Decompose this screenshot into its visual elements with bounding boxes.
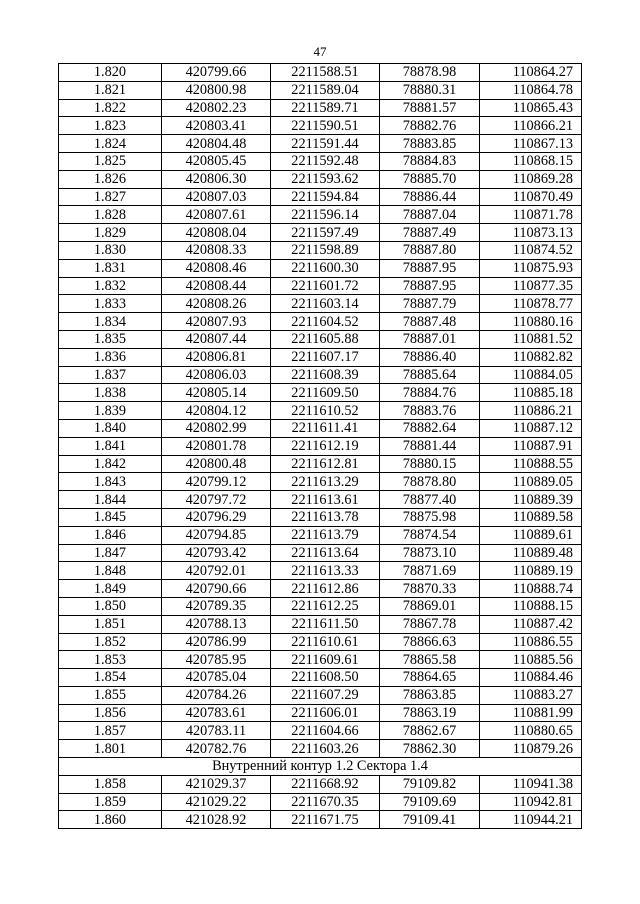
coord-d-cell: 110877.35	[480, 277, 582, 295]
coord-c-cell: 78862.67	[380, 722, 480, 740]
coord-d-cell: 110889.48	[480, 544, 582, 562]
coord-b-cell: 2211612.25	[271, 597, 380, 615]
table-row	[59, 669, 582, 687]
table-row	[59, 419, 582, 437]
coord-a-cell: 420785.95	[162, 651, 271, 669]
coord-d-cell: 110889.05	[480, 473, 582, 491]
coord-c-cell: 78873.10	[380, 544, 480, 562]
coord-c-cell: 78882.76	[380, 117, 480, 135]
coord-a-cell: 420794.85	[162, 526, 271, 544]
coord-c-cell: 79109.41	[380, 811, 480, 829]
table-row	[59, 152, 582, 170]
table-row	[59, 313, 582, 331]
coord-c-cell: 78870.33	[380, 580, 480, 598]
coord-b-cell: 2211671.75	[271, 811, 380, 829]
table-row	[59, 437, 582, 455]
coord-b-cell: 2211597.49	[271, 224, 380, 242]
coord-b-cell: 2211589.04	[271, 81, 380, 99]
point-number-cell: 1.824	[59, 135, 162, 153]
point-number-cell: 1.801	[59, 740, 162, 758]
coord-a-cell: 421029.22	[162, 793, 271, 811]
coord-b-cell: 2211668.92	[271, 775, 380, 793]
table-row	[59, 491, 582, 509]
coord-b-cell: 2211592.48	[271, 152, 380, 170]
coord-d-cell: 110870.49	[480, 188, 582, 206]
coord-b-cell: 2211601.72	[271, 277, 380, 295]
coord-a-cell: 420808.46	[162, 259, 271, 277]
coord-b-cell: 2211589.71	[271, 99, 380, 117]
point-number-cell: 1.837	[59, 366, 162, 384]
table-row	[59, 277, 582, 295]
table-row	[59, 793, 582, 811]
table-row	[59, 651, 582, 669]
point-number-cell: 1.842	[59, 455, 162, 473]
coord-d-cell: 110888.74	[480, 580, 582, 598]
coord-b-cell: 2211612.19	[271, 437, 380, 455]
point-number-cell: 1.851	[59, 615, 162, 633]
point-number-cell: 1.847	[59, 544, 162, 562]
coord-a-cell: 420786.99	[162, 633, 271, 651]
coord-b-cell: 2211607.17	[271, 348, 380, 366]
point-number-cell: 1.841	[59, 437, 162, 455]
coord-c-cell: 78885.70	[380, 170, 480, 188]
coord-c-cell: 78875.98	[380, 508, 480, 526]
coord-a-cell: 420803.41	[162, 117, 271, 135]
coord-b-cell: 2211593.62	[271, 170, 380, 188]
point-number-cell: 1.829	[59, 224, 162, 242]
coord-a-cell: 420805.14	[162, 384, 271, 402]
coord-c-cell: 78867.78	[380, 615, 480, 633]
coord-a-cell: 420792.01	[162, 562, 271, 580]
table-row	[59, 597, 582, 615]
coord-c-cell: 78886.40	[380, 348, 480, 366]
coord-b-cell: 2211588.51	[271, 64, 380, 82]
coord-c-cell: 78878.98	[380, 64, 480, 82]
coord-b-cell: 2211670.35	[271, 793, 380, 811]
coord-d-cell: 110887.12	[480, 419, 582, 437]
point-number-cell: 1.833	[59, 295, 162, 313]
coord-c-cell: 79109.69	[380, 793, 480, 811]
point-number-cell: 1.853	[59, 651, 162, 669]
coord-c-cell: 78871.69	[380, 562, 480, 580]
coord-d-cell: 110869.28	[480, 170, 582, 188]
coord-a-cell: 420789.35	[162, 597, 271, 615]
coord-b-cell: 2211604.66	[271, 722, 380, 740]
coord-a-cell: 420783.11	[162, 722, 271, 740]
coord-a-cell: 420801.78	[162, 437, 271, 455]
coord-b-cell: 2211608.39	[271, 366, 380, 384]
table-row	[59, 402, 582, 420]
coord-d-cell: 110875.93	[480, 259, 582, 277]
coord-a-cell: 420807.93	[162, 313, 271, 331]
table-row	[59, 366, 582, 384]
table-row	[59, 384, 582, 402]
point-number-cell: 1.855	[59, 686, 162, 704]
coord-d-cell: 110889.58	[480, 508, 582, 526]
coord-a-cell: 420802.23	[162, 99, 271, 117]
point-number-cell: 1.823	[59, 117, 162, 135]
coord-d-cell: 110882.82	[480, 348, 582, 366]
coord-d-cell: 110880.65	[480, 722, 582, 740]
coord-a-cell: 420806.81	[162, 348, 271, 366]
coord-b-cell: 2211610.52	[271, 402, 380, 420]
coord-a-cell: 420784.26	[162, 686, 271, 704]
point-number-cell: 1.832	[59, 277, 162, 295]
coord-d-cell: 110883.27	[480, 686, 582, 704]
coord-d-cell: 110888.55	[480, 455, 582, 473]
coord-c-cell: 78885.64	[380, 366, 480, 384]
table-row	[59, 241, 582, 259]
coord-b-cell: 2211596.14	[271, 206, 380, 224]
coord-d-cell: 110884.05	[480, 366, 582, 384]
coord-a-cell: 420785.04	[162, 669, 271, 687]
coord-d-cell: 110867.13	[480, 135, 582, 153]
point-number-cell: 1.836	[59, 348, 162, 366]
coord-b-cell: 2211613.78	[271, 508, 380, 526]
coord-a-cell: 420808.33	[162, 241, 271, 259]
table-row	[59, 508, 582, 526]
point-number-cell: 1.848	[59, 562, 162, 580]
point-number-cell: 1.858	[59, 775, 162, 793]
point-number-cell: 1.859	[59, 793, 162, 811]
coord-a-cell: 420804.48	[162, 135, 271, 153]
table-row	[59, 740, 582, 758]
coord-d-cell: 110864.78	[480, 81, 582, 99]
table-row	[59, 224, 582, 242]
coord-a-cell: 421029.37	[162, 775, 271, 793]
coord-a-cell: 421028.92	[162, 811, 271, 829]
coord-a-cell: 420793.42	[162, 544, 271, 562]
coord-a-cell: 420796.29	[162, 508, 271, 526]
coord-c-cell: 78887.04	[380, 206, 480, 224]
point-number-cell: 1.840	[59, 419, 162, 437]
table-row	[59, 473, 582, 491]
coord-a-cell: 420790.66	[162, 580, 271, 598]
point-number-cell: 1.831	[59, 259, 162, 277]
coord-c-cell: 78874.54	[380, 526, 480, 544]
table-row	[59, 64, 582, 82]
coord-b-cell: 2211611.41	[271, 419, 380, 437]
coord-c-cell: 78883.76	[380, 402, 480, 420]
table-row	[59, 775, 582, 793]
coord-a-cell: 420800.48	[162, 455, 271, 473]
coord-b-cell: 2211604.52	[271, 313, 380, 331]
coord-a-cell: 420808.04	[162, 224, 271, 242]
point-number-cell: 1.828	[59, 206, 162, 224]
coord-d-cell: 110886.21	[480, 402, 582, 420]
point-number-cell: 1.852	[59, 633, 162, 651]
table-row	[59, 117, 582, 135]
coord-c-cell: 78887.01	[380, 330, 480, 348]
table-row	[59, 206, 582, 224]
coord-d-cell: 110942.81	[480, 793, 582, 811]
point-number-cell: 1.850	[59, 597, 162, 615]
point-number-cell: 1.839	[59, 402, 162, 420]
point-number-cell: 1.827	[59, 188, 162, 206]
coord-c-cell: 78864.65	[380, 669, 480, 687]
coord-a-cell: 420806.30	[162, 170, 271, 188]
coord-b-cell: 2211606.01	[271, 704, 380, 722]
coord-d-cell: 110885.56	[480, 651, 582, 669]
coord-d-cell: 110944.21	[480, 811, 582, 829]
coord-a-cell: 420799.66	[162, 64, 271, 82]
coord-d-cell: 110879.26	[480, 740, 582, 758]
coord-d-cell: 110889.61	[480, 526, 582, 544]
coord-d-cell: 110884.46	[480, 669, 582, 687]
point-number-cell: 1.846	[59, 526, 162, 544]
point-number-cell: 1.835	[59, 330, 162, 348]
table-row	[59, 722, 582, 740]
coord-c-cell: 78877.40	[380, 491, 480, 509]
coord-b-cell: 2211613.61	[271, 491, 380, 509]
point-number-cell: 1.834	[59, 313, 162, 331]
coord-a-cell: 420799.12	[162, 473, 271, 491]
coord-c-cell: 78887.95	[380, 259, 480, 277]
coord-c-cell: 78880.15	[380, 455, 480, 473]
coord-a-cell: 420783.61	[162, 704, 271, 722]
coordinates-table	[58, 63, 582, 829]
coord-b-cell: 2211591.44	[271, 135, 380, 153]
coord-b-cell: 2211613.64	[271, 544, 380, 562]
coord-a-cell: 420806.03	[162, 366, 271, 384]
coord-c-cell: 78881.44	[380, 437, 480, 455]
coord-c-cell: 78882.64	[380, 419, 480, 437]
coord-b-cell: 2211603.26	[271, 740, 380, 758]
coord-b-cell: 2211600.30	[271, 259, 380, 277]
coord-d-cell: 110889.19	[480, 562, 582, 580]
coord-d-cell: 110874.52	[480, 241, 582, 259]
coord-a-cell: 420802.99	[162, 419, 271, 437]
coord-b-cell: 2211609.61	[271, 651, 380, 669]
coord-d-cell: 110886.55	[480, 633, 582, 651]
table-row	[59, 81, 582, 99]
coord-d-cell: 110881.99	[480, 704, 582, 722]
section-title: Внутренний контур 1.2 Сектора 1.4	[59, 758, 582, 776]
coord-b-cell: 2211594.84	[271, 188, 380, 206]
coord-b-cell: 2211611.50	[271, 615, 380, 633]
coord-d-cell: 110868.15	[480, 152, 582, 170]
coord-b-cell: 2211607.29	[271, 686, 380, 704]
coord-a-cell: 420808.26	[162, 295, 271, 313]
point-number-cell: 1.856	[59, 704, 162, 722]
point-number-cell: 1.860	[59, 811, 162, 829]
coord-d-cell: 110885.18	[480, 384, 582, 402]
coord-c-cell: 78863.85	[380, 686, 480, 704]
coord-d-cell: 110887.42	[480, 615, 582, 633]
table-row	[59, 544, 582, 562]
coord-b-cell: 2211605.88	[271, 330, 380, 348]
page-number: 47	[313, 44, 327, 59]
table-row	[59, 135, 582, 153]
coord-a-cell: 420807.61	[162, 206, 271, 224]
table-row	[59, 686, 582, 704]
coord-a-cell: 420805.45	[162, 152, 271, 170]
coord-c-cell: 78887.79	[380, 295, 480, 313]
table-row	[59, 295, 582, 313]
point-number-cell: 1.838	[59, 384, 162, 402]
coord-a-cell: 420808.44	[162, 277, 271, 295]
coord-c-cell: 78883.85	[380, 135, 480, 153]
coord-c-cell: 78881.57	[380, 99, 480, 117]
coord-c-cell: 78880.31	[380, 81, 480, 99]
coord-a-cell: 420807.03	[162, 188, 271, 206]
coord-c-cell: 78887.80	[380, 241, 480, 259]
coord-b-cell: 2211613.33	[271, 562, 380, 580]
table-row	[59, 562, 582, 580]
section-header-row	[59, 758, 582, 776]
coord-b-cell: 2211613.29	[271, 473, 380, 491]
coord-b-cell: 2211603.14	[271, 295, 380, 313]
coord-c-cell: 78886.44	[380, 188, 480, 206]
coord-d-cell: 110880.16	[480, 313, 582, 331]
coord-d-cell: 110887.91	[480, 437, 582, 455]
coord-a-cell: 420804.12	[162, 402, 271, 420]
coordinates-table-body	[59, 64, 582, 829]
coord-c-cell: 78862.30	[380, 740, 480, 758]
table-row	[59, 170, 582, 188]
point-number-cell: 1.849	[59, 580, 162, 598]
table-row	[59, 526, 582, 544]
coord-d-cell: 110941.38	[480, 775, 582, 793]
coord-a-cell: 420800.98	[162, 81, 271, 99]
table-row	[59, 259, 582, 277]
coord-b-cell: 2211610.61	[271, 633, 380, 651]
coord-d-cell: 110881.52	[480, 330, 582, 348]
table-row	[59, 330, 582, 348]
table-row	[59, 99, 582, 117]
coord-b-cell: 2211612.81	[271, 455, 380, 473]
coord-d-cell: 110888.15	[480, 597, 582, 615]
table-row	[59, 811, 582, 829]
coord-d-cell: 110878.77	[480, 295, 582, 313]
coord-c-cell: 79109.82	[380, 775, 480, 793]
coord-b-cell: 2211609.50	[271, 384, 380, 402]
coord-c-cell: 78878.80	[380, 473, 480, 491]
table-row	[59, 704, 582, 722]
coord-b-cell: 2211608.50	[271, 669, 380, 687]
point-number-cell: 1.820	[59, 64, 162, 82]
table-row	[59, 633, 582, 651]
coord-b-cell: 2211612.86	[271, 580, 380, 598]
coord-a-cell: 420797.72	[162, 491, 271, 509]
table-row	[59, 188, 582, 206]
coord-d-cell: 110889.39	[480, 491, 582, 509]
table-row	[59, 580, 582, 598]
coord-c-cell: 78887.48	[380, 313, 480, 331]
table-row	[59, 615, 582, 633]
coord-c-cell: 78887.95	[380, 277, 480, 295]
coord-d-cell: 110864.27	[480, 64, 582, 82]
point-number-cell: 1.830	[59, 241, 162, 259]
point-number-cell: 1.826	[59, 170, 162, 188]
table-row	[59, 455, 582, 473]
coord-d-cell: 110865.43	[480, 99, 582, 117]
coord-c-cell: 78884.83	[380, 152, 480, 170]
coord-a-cell: 420788.13	[162, 615, 271, 633]
coord-c-cell: 78869.01	[380, 597, 480, 615]
coord-b-cell: 2211598.89	[271, 241, 380, 259]
point-number-cell: 1.821	[59, 81, 162, 99]
point-number-cell: 1.844	[59, 491, 162, 509]
point-number-cell: 1.825	[59, 152, 162, 170]
table-row	[59, 348, 582, 366]
coord-c-cell: 78863.19	[380, 704, 480, 722]
coord-c-cell: 78887.49	[380, 224, 480, 242]
coord-d-cell: 110873.13	[480, 224, 582, 242]
coord-d-cell: 110866.21	[480, 117, 582, 135]
point-number-cell: 1.854	[59, 669, 162, 687]
coord-a-cell: 420807.44	[162, 330, 271, 348]
point-number-cell: 1.857	[59, 722, 162, 740]
coord-c-cell: 78884.76	[380, 384, 480, 402]
coord-c-cell: 78866.63	[380, 633, 480, 651]
coord-b-cell: 2211590.51	[271, 117, 380, 135]
coord-c-cell: 78865.58	[380, 651, 480, 669]
coord-a-cell: 420782.76	[162, 740, 271, 758]
point-number-cell: 1.843	[59, 473, 162, 491]
point-number-cell: 1.845	[59, 508, 162, 526]
coord-d-cell: 110871.78	[480, 206, 582, 224]
coord-b-cell: 2211613.79	[271, 526, 380, 544]
point-number-cell: 1.822	[59, 99, 162, 117]
